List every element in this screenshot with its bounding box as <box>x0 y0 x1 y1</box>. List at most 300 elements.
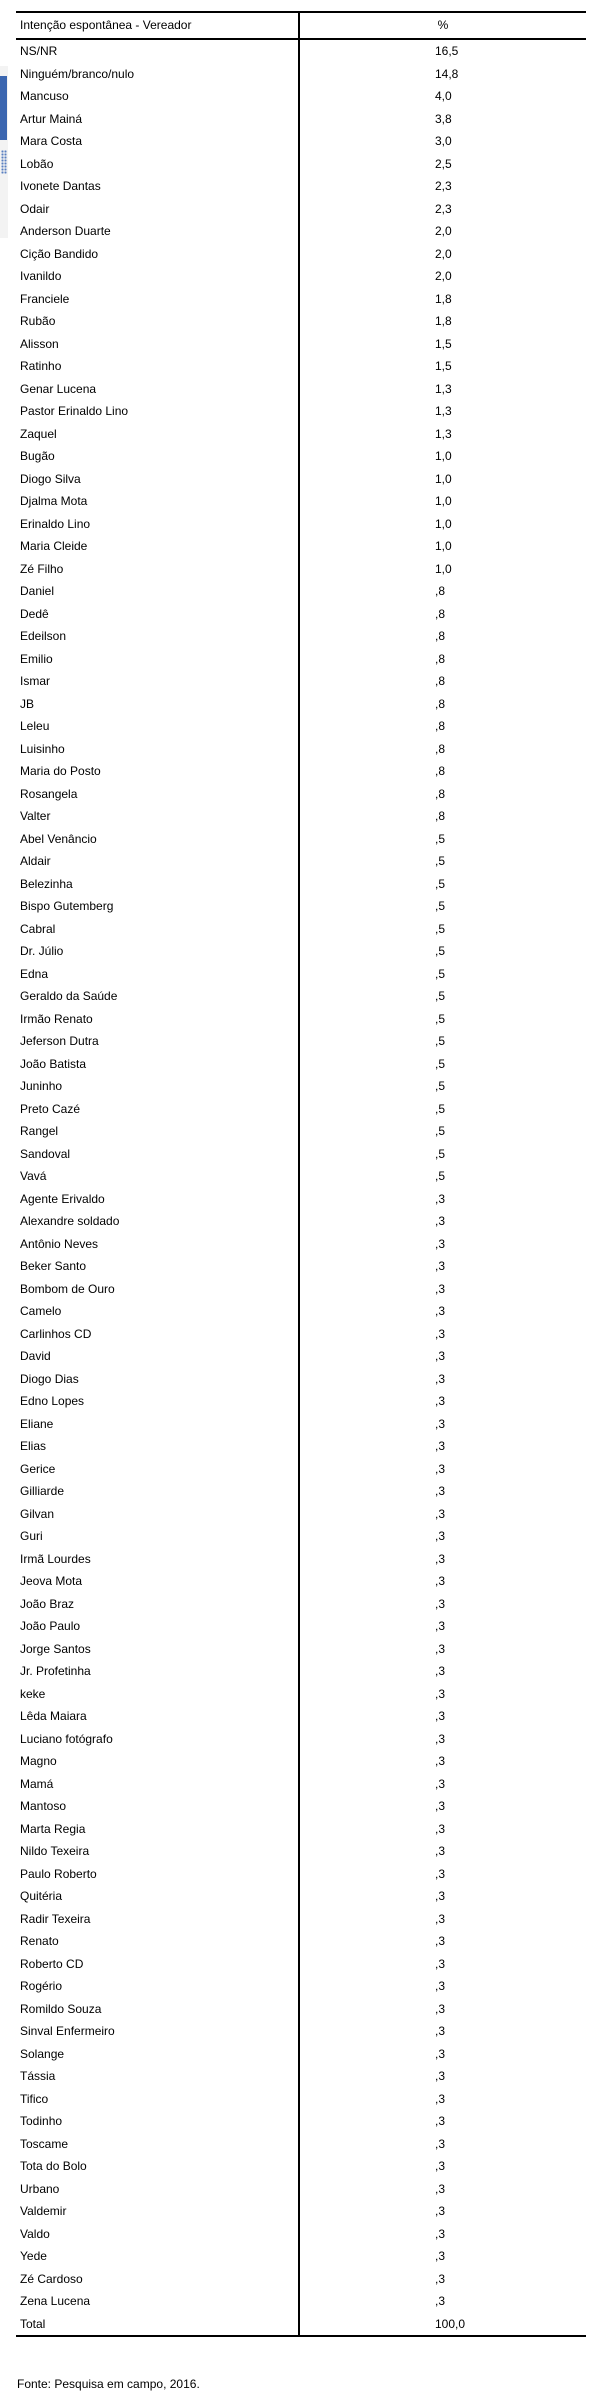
table-row <box>16 400 586 423</box>
table-row <box>16 625 586 648</box>
percent-cell: ,3 <box>435 1686 446 1701</box>
background-window-tab <box>0 76 7 140</box>
table-row <box>16 198 586 221</box>
candidate-name-cell: Guri <box>16 1525 299 1548</box>
candidate-name-cell: Luciano fotógrafo <box>16 1728 299 1751</box>
candidate-name-cell: Diogo Dias <box>16 1368 299 1391</box>
percent-cell: 1,5 <box>435 336 452 351</box>
table-row <box>16 1930 586 1953</box>
candidate-name-cell: Edeilson <box>16 625 299 648</box>
candidate-name-cell: Abel Venâncio <box>16 828 299 851</box>
table-row <box>16 1435 586 1458</box>
percent-cell: ,5 <box>435 899 446 913</box>
table-row <box>16 1233 586 1256</box>
percent-cell: ,5 <box>435 1034 446 1048</box>
candidate-name-cell: Mancuso <box>16 85 299 108</box>
table-row <box>16 1480 586 1503</box>
candidate-name-cell: Urbano <box>16 2178 299 2201</box>
candidate-name-cell: Lobão <box>16 153 299 176</box>
percent-cell: ,3 <box>435 1911 446 1926</box>
header-percent: % <box>299 12 586 39</box>
table-row <box>16 2178 586 2201</box>
table-row <box>16 1255 586 1278</box>
percent-cell: ,8 <box>435 741 446 756</box>
candidate-name-cell: Zé Filho <box>16 558 299 581</box>
candidate-name-cell: Bugão <box>16 445 299 468</box>
candidate-name-cell: Gilliarde <box>16 1480 299 1503</box>
table-row <box>16 985 586 1008</box>
candidate-name-cell: Vavá <box>16 1165 299 1188</box>
percent-cell: ,5 <box>435 1124 446 1138</box>
candidate-name-cell: Elias <box>16 1435 299 1458</box>
percent-cell: ,3 <box>435 1821 446 1836</box>
candidate-name-cell: Sandoval <box>16 1143 299 1166</box>
table-row <box>16 1053 586 1076</box>
percent-cell: ,3 <box>435 1326 446 1341</box>
percent-cell: ,3 <box>435 1349 446 1363</box>
percent-cell: ,3 <box>435 1304 446 1318</box>
candidate-name-cell: Carlinhos CD <box>16 1323 299 1346</box>
background-window-dots <box>1 150 7 174</box>
table-row <box>16 1705 586 1728</box>
table-row <box>16 1143 586 1166</box>
table-row <box>16 558 586 581</box>
percent-cell: ,3 <box>435 1371 446 1386</box>
candidate-name-cell: Dedê <box>16 603 299 626</box>
percent-cell: ,3 <box>435 1461 446 1476</box>
percent-cell: ,3 <box>435 2091 446 2106</box>
percent-cell: ,3 <box>435 1191 446 1206</box>
table-header-row <box>16 12 586 39</box>
percent-cell: 2,0 <box>435 224 452 238</box>
candidate-name-cell: Beker Santo <box>16 1255 299 1278</box>
candidate-name-cell: Gerice <box>16 1458 299 1481</box>
percent-cell: ,3 <box>435 1439 446 1453</box>
candidate-name-cell: Bispo Gutemberg <box>16 895 299 918</box>
percent-cell: ,8 <box>435 764 446 778</box>
candidate-name-cell: Ivanildo <box>16 265 299 288</box>
percent-cell: 1,8 <box>435 314 452 328</box>
table-row <box>16 648 586 671</box>
header-candidate: Intenção espontânea - Vereador <box>16 12 299 39</box>
table-row <box>16 1750 586 1773</box>
percent-cell: ,8 <box>435 786 446 801</box>
candidate-name-cell: João Braz <box>16 1593 299 1616</box>
candidate-name-cell: Mamá <box>16 1773 299 1796</box>
candidate-name-cell: Rubão <box>16 310 299 333</box>
table-row <box>16 670 586 693</box>
percent-cell: ,3 <box>435 2024 446 2038</box>
candidate-name-cell: Zaquel <box>16 423 299 446</box>
table-row <box>16 1683 586 1706</box>
table-row <box>16 2290 586 2313</box>
candidate-name-cell: Quitéria <box>16 1885 299 1908</box>
percent-cell: ,3 <box>435 1799 446 1813</box>
percent-cell: ,3 <box>435 1394 446 1408</box>
table-row <box>16 1075 586 1098</box>
percent-cell: ,8 <box>435 584 446 598</box>
candidate-name-cell: Nildo Texeira <box>16 1840 299 1863</box>
percent-cell: ,8 <box>435 719 446 733</box>
table-row <box>16 2133 586 2156</box>
table-row <box>16 85 586 108</box>
percent-cell: ,3 <box>435 2136 446 2151</box>
candidate-name-cell: Alisson <box>16 333 299 356</box>
table-row <box>16 355 586 378</box>
percent-cell: ,3 <box>435 2181 446 2196</box>
table-row <box>16 1323 586 1346</box>
percent-cell: 2,3 <box>435 179 452 193</box>
candidate-name-cell: Valdemir <box>16 2200 299 2223</box>
percent-cell: ,3 <box>435 1619 446 1633</box>
candidate-name-cell: Dr. Júlio <box>16 940 299 963</box>
percent-cell: 1,0 <box>435 561 452 576</box>
percent-cell: ,3 <box>435 1776 446 1791</box>
table-row <box>16 513 586 536</box>
table-row <box>16 535 586 558</box>
table-row <box>16 2245 586 2268</box>
percent-cell: 16,5 <box>435 44 459 58</box>
table-row <box>16 2155 586 2178</box>
candidate-name-cell: Todinho <box>16 2110 299 2133</box>
percent-cell: 1,0 <box>435 471 452 486</box>
candidate-name-cell: Maria do Posto <box>16 760 299 783</box>
percent-cell: ,3 <box>435 1529 446 1543</box>
candidate-name-cell: Jr. Profetinha <box>16 1660 299 1683</box>
candidate-name-cell: Rosangela <box>16 783 299 806</box>
candidate-name-cell: Marta Regia <box>16 1818 299 1841</box>
percent-cell: ,8 <box>435 809 446 823</box>
percent-cell: ,3 <box>435 1484 446 1498</box>
percent-cell: ,3 <box>435 1889 446 1903</box>
candidate-name-cell: Roberto CD <box>16 1953 299 1976</box>
table-row <box>16 1345 586 1368</box>
table-row <box>16 1188 586 1211</box>
percent-cell: ,5 <box>435 944 446 958</box>
percent-cell: ,3 <box>435 2159 446 2173</box>
candidate-name-cell: Rogério <box>16 1975 299 1998</box>
table-row <box>16 1795 586 1818</box>
candidate-name-cell: Toscame <box>16 2133 299 2156</box>
percent-cell: 1,0 <box>435 494 452 508</box>
candidate-name-cell: Franciele <box>16 288 299 311</box>
percent-cell: 2,0 <box>435 269 452 283</box>
candidate-name-cell: Jorge Santos <box>16 1638 299 1661</box>
percent-cell: 2,3 <box>435 201 452 216</box>
percent-cell: 1,3 <box>435 404 452 418</box>
candidate-name-cell: Ivonete Dantas <box>16 175 299 198</box>
candidate-name-cell: Juninho <box>16 1075 299 1098</box>
candidate-name-cell: Geraldo da Saúde <box>16 985 299 1008</box>
percent-cell: 1,0 <box>435 539 452 553</box>
candidate-name-cell: Total <box>16 2313 299 2337</box>
percent-cell: ,3 <box>435 1236 446 1251</box>
candidate-name-cell: Emilio <box>16 648 299 671</box>
table-row <box>16 715 586 738</box>
candidate-name-cell: Irmão Renato <box>16 1008 299 1031</box>
candidate-name-cell: Odair <box>16 198 299 221</box>
candidate-name-cell: Rangel <box>16 1120 299 1143</box>
percent-cell: ,3 <box>435 2001 446 2016</box>
table-row <box>16 1300 586 1323</box>
percent-cell: ,3 <box>435 2294 446 2308</box>
percent-cell: ,3 <box>435 1754 446 1768</box>
candidate-name-cell: Mantoso <box>16 1795 299 1818</box>
table-row <box>16 1278 586 1301</box>
table-row <box>16 850 586 873</box>
candidate-name-cell: Agente Erivaldo <box>16 1188 299 1211</box>
candidate-name-cell: Bombom de Ouro <box>16 1278 299 1301</box>
candidate-name-cell: Paulo Roberto <box>16 1863 299 1886</box>
table-row <box>16 445 586 468</box>
percent-cell: ,3 <box>435 2114 446 2128</box>
table-row <box>16 1728 586 1751</box>
table-row <box>16 220 586 243</box>
table-row <box>16 1413 586 1436</box>
percent-cell: ,5 <box>435 831 446 846</box>
table-row <box>16 1030 586 1053</box>
table-row <box>16 153 586 176</box>
table-row <box>16 1953 586 1976</box>
table-row <box>16 918 586 941</box>
percent-cell: ,3 <box>435 1259 446 1273</box>
table-row <box>16 1120 586 1143</box>
candidate-name-cell: Renato <box>16 1930 299 1953</box>
table-row <box>16 1638 586 1661</box>
candidate-name-cell: Yede <box>16 2245 299 2268</box>
candidate-name-cell: Ninguém/branco/nulo <box>16 63 299 86</box>
table-row <box>16 108 586 131</box>
table-row <box>16 1548 586 1571</box>
percent-cell: 1,8 <box>435 291 452 306</box>
table-row <box>16 940 586 963</box>
candidate-name-cell: Ismar <box>16 670 299 693</box>
percent-cell: 1,3 <box>435 381 452 396</box>
candidate-name-cell: Irmã Lourdes <box>16 1548 299 1571</box>
candidate-name-cell: Maria Cleide <box>16 535 299 558</box>
candidate-name-cell: Solange <box>16 2043 299 2066</box>
table-row <box>16 693 586 716</box>
candidate-name-cell: Aldair <box>16 850 299 873</box>
table-row <box>16 738 586 761</box>
table-row <box>16 490 586 513</box>
table-row <box>16 1863 586 1886</box>
candidate-name-cell: Ratinho <box>16 355 299 378</box>
table-row <box>16 1660 586 1683</box>
percent-cell: 100,0 <box>299 2313 586 2337</box>
candidate-name-cell: João Batista <box>16 1053 299 1076</box>
percent-cell: ,3 <box>435 1416 446 1431</box>
candidate-name-cell: Luisinho <box>16 738 299 761</box>
candidate-name-cell: Tifico <box>16 2088 299 2111</box>
vereador-intention-table <box>16 11 586 2337</box>
percent-cell: ,3 <box>435 1574 446 1588</box>
vereador-intention-table-container <box>16 11 586 2337</box>
table-row <box>16 2043 586 2066</box>
table-row <box>16 1570 586 1593</box>
table-row <box>16 2020 586 2043</box>
percent-cell: 3,0 <box>435 134 452 148</box>
table-row <box>16 175 586 198</box>
percent-cell: ,8 <box>435 696 446 711</box>
candidate-name-cell: Gilvan <box>16 1503 299 1526</box>
percent-cell: ,5 <box>435 1056 446 1071</box>
table-row <box>16 1210 586 1233</box>
table-row <box>16 378 586 401</box>
percent-cell: ,3 <box>435 1506 446 1521</box>
percent-cell: ,3 <box>435 1979 446 1993</box>
percent-cell: ,3 <box>435 2271 446 2286</box>
table-row <box>16 2088 586 2111</box>
table-row <box>16 805 586 828</box>
candidate-name-cell: Djalma Mota <box>16 490 299 513</box>
table-row <box>16 2110 586 2133</box>
candidate-name-cell: Pastor Erinaldo Lino <box>16 400 299 423</box>
table-row <box>16 1165 586 1188</box>
candidate-name-cell: Belezinha <box>16 873 299 896</box>
percent-cell: ,5 <box>435 1169 446 1183</box>
table-row <box>16 1390 586 1413</box>
candidate-name-cell: keke <box>16 1683 299 1706</box>
table-row <box>16 2313 586 2337</box>
table-row <box>16 2065 586 2088</box>
percent-cell: ,8 <box>435 629 446 643</box>
percent-cell: 1,0 <box>435 449 452 463</box>
table-body <box>16 39 586 2336</box>
percent-cell: 4,0 <box>435 89 452 103</box>
candidate-name-cell: Artur Mainá <box>16 108 299 131</box>
percent-cell: 2,0 <box>435 246 452 261</box>
candidate-name-cell: Tota do Bolo <box>16 2155 299 2178</box>
percent-cell: 1,5 <box>435 359 452 373</box>
candidate-name-cell: Zena Lucena <box>16 2290 299 2313</box>
candidate-name-cell: Edna <box>16 963 299 986</box>
percent-cell: ,3 <box>435 1709 446 1723</box>
candidate-name-cell: Tássia <box>16 2065 299 2088</box>
percent-cell: ,3 <box>435 1281 446 1296</box>
table-row <box>16 1773 586 1796</box>
table-row <box>16 468 586 491</box>
candidate-name-cell: David <box>16 1345 299 1368</box>
candidate-name-cell: Leleu <box>16 715 299 738</box>
table-row <box>16 963 586 986</box>
table-row <box>16 580 586 603</box>
table-row <box>16 895 586 918</box>
percent-cell: ,3 <box>435 1934 446 1948</box>
percent-cell: 2,5 <box>435 156 452 171</box>
candidate-name-cell: Valter <box>16 805 299 828</box>
table-row <box>16 1818 586 1841</box>
percent-cell: ,8 <box>435 674 446 688</box>
table-row <box>16 828 586 851</box>
candidate-name-cell: JB <box>16 693 299 716</box>
percent-cell: 1,3 <box>435 426 452 441</box>
table-row <box>16 288 586 311</box>
table-row <box>16 1503 586 1526</box>
candidate-name-cell: Erinaldo Lino <box>16 513 299 536</box>
candidate-name-cell: Cição Bandido <box>16 243 299 266</box>
table-row <box>16 423 586 446</box>
percent-cell: ,3 <box>435 1596 446 1611</box>
candidate-name-cell: Eliane <box>16 1413 299 1436</box>
candidate-name-cell: João Paulo <box>16 1615 299 1638</box>
candidate-name-cell: Sinval Enfermeiro <box>16 2020 299 2043</box>
candidate-name-cell: Zé Cardoso <box>16 2268 299 2291</box>
percent-cell: ,8 <box>435 651 446 666</box>
table-row <box>16 243 586 266</box>
candidate-name-cell: Edno Lopes <box>16 1390 299 1413</box>
percent-cell: ,5 <box>435 1101 446 1116</box>
candidate-name-cell: Daniel <box>16 580 299 603</box>
percent-cell: ,5 <box>435 921 446 936</box>
table-row <box>16 2200 586 2223</box>
percent-cell: 3,8 <box>435 111 452 126</box>
percent-cell: ,5 <box>435 989 446 1003</box>
table-row <box>16 783 586 806</box>
percent-cell: ,3 <box>435 1731 446 1746</box>
percent-cell: 1,0 <box>435 516 452 531</box>
table-row <box>16 265 586 288</box>
table-row <box>16 1615 586 1638</box>
table-row <box>16 1840 586 1863</box>
table-row <box>16 333 586 356</box>
percent-cell: 14,8 <box>435 66 459 81</box>
table-row <box>16 310 586 333</box>
candidate-name-cell: Camelo <box>16 1300 299 1323</box>
table-row <box>16 130 586 153</box>
candidate-name-cell: Cabral <box>16 918 299 941</box>
candidate-name-cell: Jeferson Dutra <box>16 1030 299 1053</box>
percent-cell: ,3 <box>435 1664 446 1678</box>
table-row <box>16 1368 586 1391</box>
table-row <box>16 603 586 626</box>
table-row <box>16 873 586 896</box>
table-row <box>16 39 586 63</box>
percent-cell: ,5 <box>435 1011 446 1026</box>
table-row <box>16 1975 586 1998</box>
candidate-name-cell: Magno <box>16 1750 299 1773</box>
candidate-name-cell: Valdo <box>16 2223 299 2246</box>
table-row <box>16 760 586 783</box>
percent-cell: ,3 <box>435 1866 446 1881</box>
percent-cell: ,3 <box>435 1844 446 1858</box>
table-row <box>16 1593 586 1616</box>
candidate-name-cell: Radir Texeira <box>16 1908 299 1931</box>
table-row <box>16 1908 586 1931</box>
percent-cell: ,3 <box>435 1641 446 1656</box>
table-row <box>16 2223 586 2246</box>
percent-cell: ,5 <box>435 1146 446 1161</box>
source-note: Fonte: Pesquisa em campo, 2016. <box>17 2377 200 2391</box>
percent-cell: ,3 <box>435 1956 446 1971</box>
table-row <box>16 1008 586 1031</box>
table-row <box>16 63 586 86</box>
percent-cell: ,3 <box>435 1214 446 1228</box>
percent-cell: ,3 <box>435 2249 446 2263</box>
table-row <box>16 1098 586 1121</box>
candidate-name-cell: Jeova Mota <box>16 1570 299 1593</box>
candidate-name-cell: Anderson Duarte <box>16 220 299 243</box>
candidate-name-cell: Alexandre soldado <box>16 1210 299 1233</box>
percent-cell: ,5 <box>435 876 446 891</box>
percent-cell: ,8 <box>435 606 446 621</box>
candidate-name-cell: NS/NR <box>16 39 299 63</box>
candidate-name-cell: Romildo Souza <box>16 1998 299 2021</box>
candidate-name-cell: Genar Lucena <box>16 378 299 401</box>
table-row <box>16 1998 586 2021</box>
candidate-name-cell: Lêda Maiara <box>16 1705 299 1728</box>
table-row <box>16 2268 586 2291</box>
